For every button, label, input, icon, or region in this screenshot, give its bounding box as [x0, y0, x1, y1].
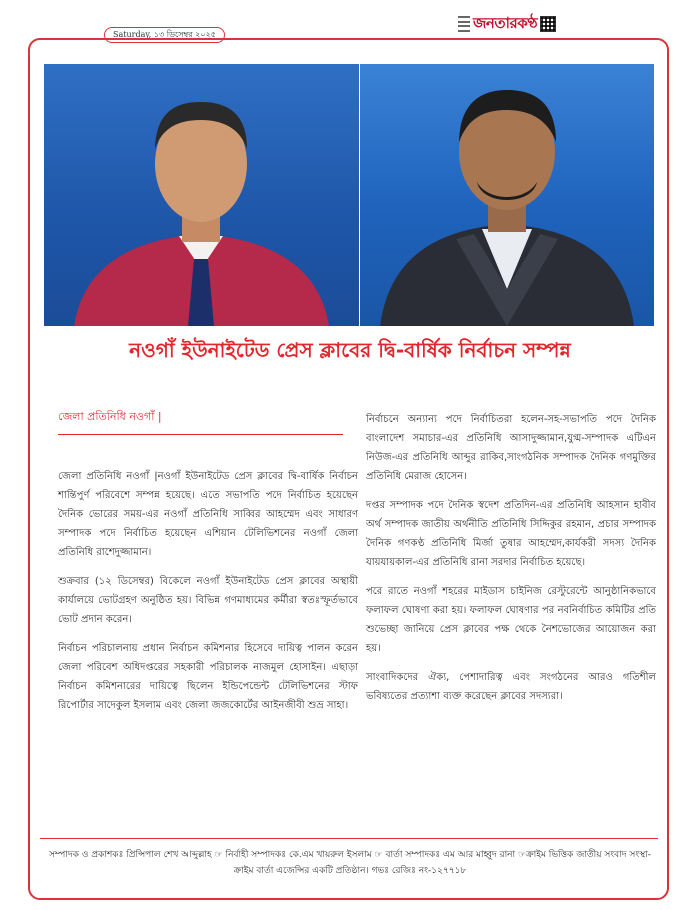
paragraph: জেলা প্রতিনিধি নওগাঁ |নওগাঁ ইউনাইটেড প্রেস ক্লাবের দ্বি-বার্ষিক নির্বাচন শান্তিপুর্ণ পরিবেশে সম্পন্ন হয়েছে। এতে সভাপতি পদে নির্বাচিত হয়েছেন দৈনিক ভোরের সময়-এর নওগাঁ প্রতিনিধি সাব্বির আহম্মেদ এবং সাধারণ সম্পাদক পদে নির্বাচিত হয়েছেন এশিয়ান টেলিভিশনের নওগাঁ জেলা প্রতিনিধি রাশেদুজ্জামান। [58, 471, 358, 558]
newspaper-logo[interactable] [458, 12, 578, 36]
photo-right [360, 64, 654, 326]
logo-text: জনতারকণ্ঠ [473, 13, 538, 32]
date-badge: Saturday, ১৩ ডিসেম্বর ২০২৫ [104, 27, 225, 43]
footer-divider [40, 838, 658, 839]
photo-left [44, 64, 359, 326]
paragraph: নির্বাচনে অন্যান্য পদে নির্বাচিতরা হলেন-সহ-সভাপতি পদে দৈনিক বাংলাদেশ সমাচার-এর প্রতিনিধি আসাদুজ্জামান,যুগ্ম-সম্পাদক এটিএন নিউজ-এর প্রতিনিধি আব্দুর রাকিব,সাংগঠনিক সম্পাদক দৈনিক গণমুক্তির প্রতিনিধি মেরাজ হোসেন। [366, 414, 656, 482]
paragraph: শুক্রবার (১২ ডিসেম্বর) বিকেলে নওগাঁ ইউনাইটেড প্রেস ক্লাবের অস্থায়ী কার্যালয়ে ভোটগ্রহণ অনুষ্ঠিত হয়। বিভিন্ন গণমাধ্যমের কর্মীরা স্বতঃস্ফূর্তভাবে ভোট প্রদান করেন। [58, 576, 358, 625]
article-column-left [58, 408, 358, 725]
byline-divider [58, 434, 343, 435]
logo-lines-icon [458, 16, 470, 32]
qr-code-icon [540, 16, 556, 32]
footer-credits: সম্পাদক ও প্রকাশকঃ প্রিন্সিপাল শেখ আব্দুল্লাহ ☞ নির্বাহী সম্পাদকঃ কে.এম খায়রুল ইসলাম ☞ বার্তা সম্পাদকঃ এম আর মাহ্বুদ রানা ☞ক্রাইম ভিত্তিক জাতীয় সংবাদ সংস্থা- ক্রাইম বার্তা এজেন্সির একটি প্রতিষ্ঠান। গভঃ রেজিঃ নং-১২৭৭১৮ [48, 850, 652, 876]
article-title: নওগাঁ ইউনাইটেড প্রেস ক্লাবের দ্বি-বার্ষিক নির্বাচন সম্পন্ন [129, 338, 571, 362]
portrait-right-icon [360, 64, 654, 326]
paragraph: দপ্তর সম্পাদক পদে দৈনিক স্বদেশ প্রতিদিন-এর প্রতিনিধি আহসান হাবীব অর্থ সম্পাদক জাতীয় অর্থনীতি প্রতিনিধি সিদ্দিকুর রহমান, প্রচার সম্পাদক দৈনিক গণকণ্ঠ প্রতিনিধি মির্জা তুষার আহম্মেদ,কার্যকরী সদস্য দৈনিক যায়যায়কাল-এর প্রতিনিধি রানা সরদার নির্বাচিত হয়েছে। [366, 500, 656, 568]
paragraph: পরে রাতে নওগাঁ শহরের মাইডাস চাইনিজ রেস্টুরেন্টে আনুষ্ঠানিকভাবে ফলাফল ঘোষণা করা হয়। ফলাফল ঘোষণার পর নবনির্বাচিত কমিটির প্রতি শুভেচ্ছা জানিয়ে প্রেস ক্লাবের পক্ষ থেকে নৈশভোজের আয়োজন করা হয়। [366, 586, 656, 654]
portrait-left-icon [44, 64, 359, 326]
paragraph: নির্বাচন পরিচালনায় প্রধান নির্বাচন কমিশনার হিসেবে দায়িত্ব পালন করেন জেলা পরিবেশ অধিদপ্তরের সহকারী পরিচালক নাজমুল হোসাইন। এছাড়া নির্বাচন কমিশনারের দায়িত্বে ছিলেন ইন্ডিপেন্ডেন্ট টেলিভিশনের স্টাফ রিপোর্টার সাদেকুল ইসলাম এবং জেলা জজকোর্টের আইনজীবী শুভ্র সাহা। [58, 643, 358, 711]
paragraph: সাংবাদিকদের ঐক্য, পেশাদারিত্ব এবং সংগঠনের আরও গতিশীল ভবিষ্যতের প্রত্যাশা ব্যক্ত করেছেন ক্লাবের সদস্যরা। [366, 672, 656, 702]
byline: জেলা প্রতিনিধি নওগাঁ | [58, 410, 162, 423]
watermark-logo [500, 614, 630, 638]
article-column-right [366, 410, 656, 716]
